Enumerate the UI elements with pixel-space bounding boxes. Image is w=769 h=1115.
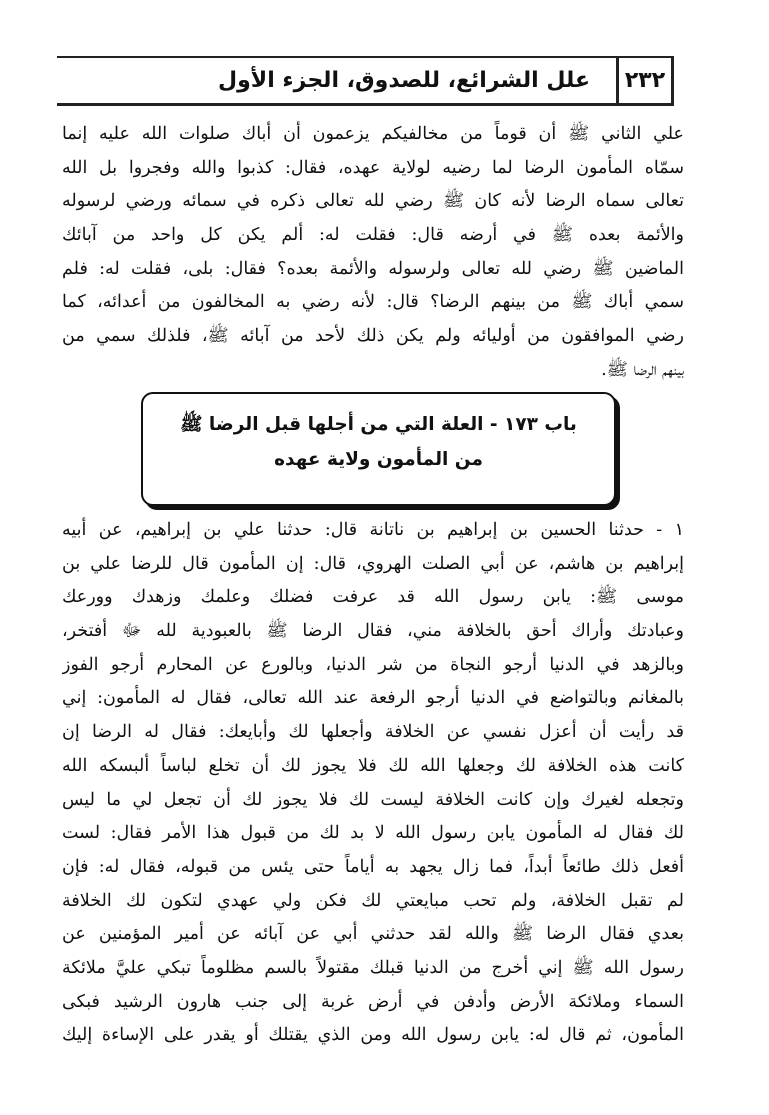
text-line: رضي الموافقون من أوليائه ولم يكن ذلك لأحد من آبائه ﷺ، فلذلك سمي من (62, 326, 684, 347)
page-header (57, 56, 674, 106)
text-line: بالمغانم وبالتواضع في الدنيا أرجو الرفعة عند الله تعالى، فقال له المأمون: إني (62, 688, 684, 709)
text-line: وعبادتك وأراك أحق بالخلافة مني، فقال الرضا ﷺ بالعبودية لله ﷻ أفتخر، (62, 621, 684, 642)
text-line: وبالزهد في الدنيا أرجو النجاة من شر الدنيا، وبالورع عن المحارم أرجو الفوز (62, 654, 684, 675)
text-line: سمّاه المأمون الرضا لما رضيه لولاية عهده، فقال: كذبوا والله وفجروا بل الله (62, 157, 684, 178)
text-line: رسول الله ﷺ إني أخرج من الدنيا قبلك مقتولاً بالسم مظلوماً تبكي عليَّ ملائكة (62, 957, 684, 978)
text-line: كانت هذه الخلافة لك وجعلها الله لك فلا يجوز لك أن تخلع لباساً ألبسكه الله (62, 755, 684, 776)
text-line: قد رأيت أن أعزل نفسي عن الخلافة وأجعلها لك وأبايعك: فقال له الرضا إن (62, 722, 684, 743)
text-line: وتجعله لغيرك وإن كانت الخلافة ليست لك فلا يجوز لك أن تجعل لي ما ليس (62, 789, 684, 810)
text-line: ١ - حدثنا الحسين بن إبراهيم بن ناتانة قال: حدثنا علي بن إبراهيم، عن أبيه (62, 520, 684, 540)
text-line: علي الثاني ﷺ أن قوماً من مخالفيكم يزعمون أن أباك صلوات الله عليه إنما (62, 124, 684, 144)
chapter-title-line-2: من المأمون ولاية عهده (274, 449, 483, 470)
paragraph-2 (62, 514, 684, 1053)
paragraph-1 (62, 118, 684, 388)
text-line: لم تقبل الخلافة، ولم تحب مبايعتي لك فكن ولي عهدي لتكون لك الخلافة (62, 890, 684, 911)
text-line: الماضين ﷺ رضي لله تعالى ولرسوله والأئمة بعده؟ فقال: بلى، فقلت له: فلم (62, 258, 684, 279)
text-line: لك فقال له المأمون يابن رسول الله لا بد لك من قبول هذا الأمر فقال: لست (62, 823, 684, 844)
text-line: تعالى سماه الرضا لأنه كان ﷺ رضي لله تعالى ذكره في سمائه ورضي لرسوله (62, 191, 684, 212)
header-bottom-rule (57, 103, 674, 106)
text-line: إبراهيم بن هاشم، عن أبي الصلت الهروي، قال: إن المأمون قال للرضا علي بن (62, 553, 684, 574)
text-line: السماء وملائكة الأرض وأدفن في أرض غربة إلى جنب هارون الرشيد فبكى (62, 991, 684, 1012)
chapter-heading-box (141, 392, 616, 506)
text-line: سمي أباك ﷺ من بينهم الرضا؟ قال: لأنه رضي به المخالفون من أعدائه، كما (62, 292, 684, 313)
text-line: المأمون، ثم قال له: يابن رسول الله ومن الذي يقتلك أو يقدر على الإساءة إليك (62, 1025, 684, 1046)
running-title: علل الشرائع، للصدوق، الجزء الأول (218, 68, 590, 93)
text-line: أفعل ذلك طائعاً أبداً، فما زال يجهد به أياماً حتى يئس من قبوله، فقال له: فإن (62, 856, 684, 877)
text-line: موسى ﷺ: يابن رسول الله قد عرفت فضلك وعلمك وزهدك وورعك (62, 587, 684, 608)
text-line: بينهم الرضا ﷺ. (601, 359, 684, 380)
text-line: بعدي فقال الرضا ﷺ والله لقد حدثني أبي عن آبائه عن أمير المؤمنين عن (62, 924, 684, 945)
chapter-title-line-1: باب ١٧٣ - العلة التي من أجلها قبل الرضا ﷺ (180, 414, 577, 435)
page-number: ٢٣٢ (616, 58, 674, 103)
text-line: والأئمة بعده ﷺ في أرضه قال: فقلت له: ألم يكن كل واحد من آبائك (62, 225, 684, 246)
